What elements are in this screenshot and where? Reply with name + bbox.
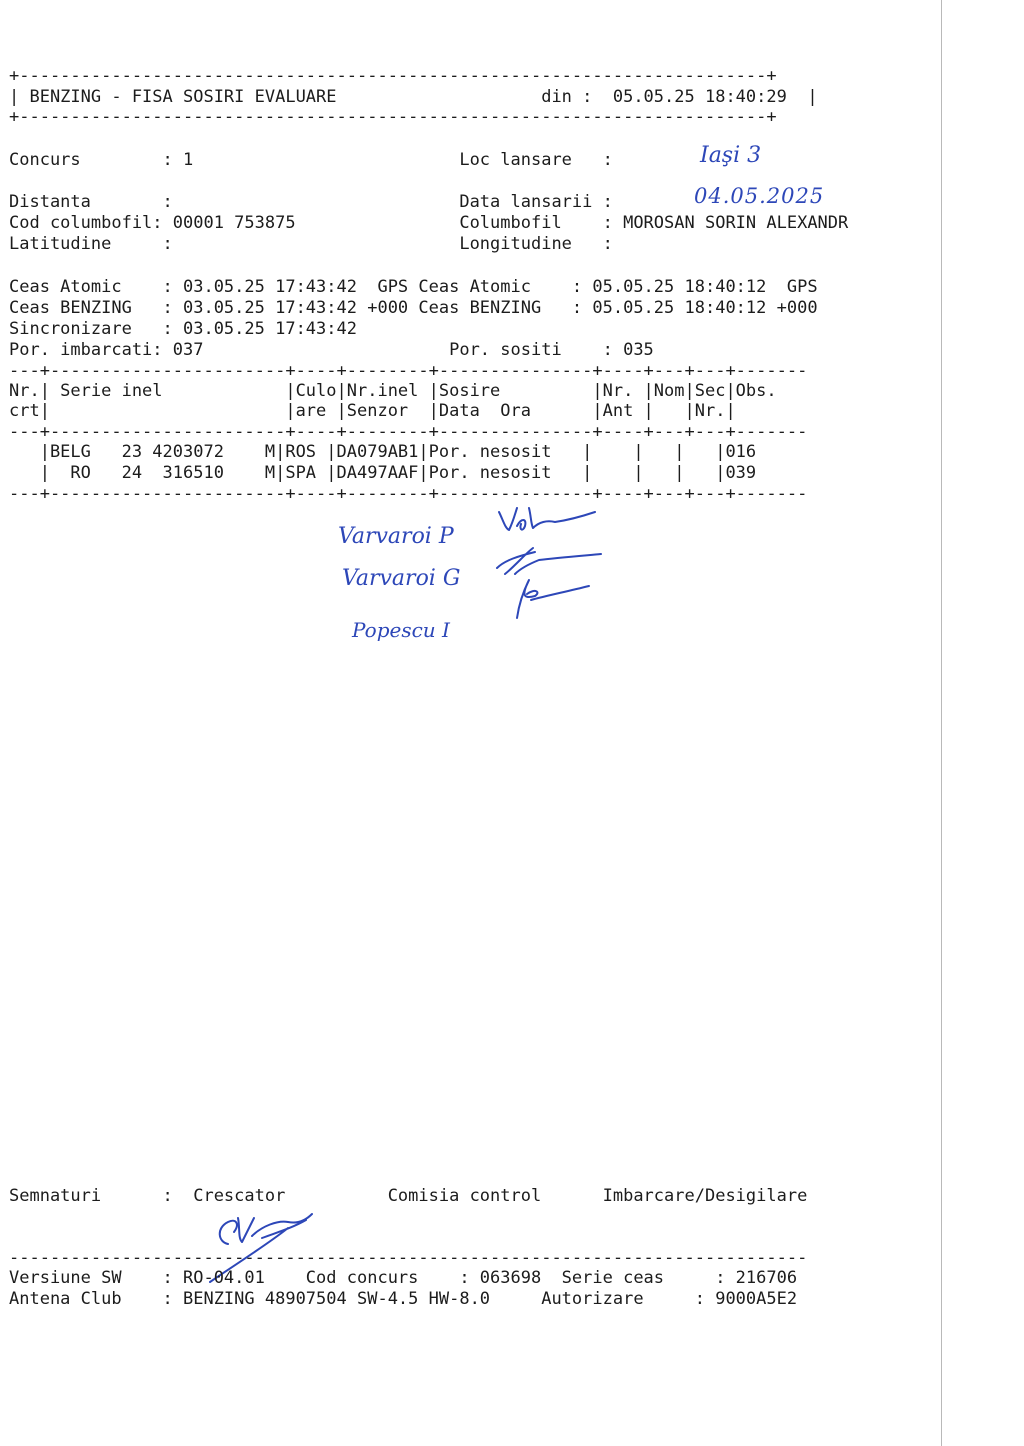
handwritten-name: Varvaroi G xyxy=(342,566,461,591)
info-line-porumbei: Por. imbarcati: 037 Por. sositi : 035 xyxy=(9,340,654,360)
handwritten-name: Popescu I xyxy=(352,618,450,642)
handwritten-initials-drawing xyxy=(495,500,605,620)
footer-divider: ------------------------------------------------------------------------------ xyxy=(9,1248,808,1268)
header-border-top: +-------------------------------------------------------------------------+ xyxy=(9,66,777,86)
handwritten-loc-lansare: Iaşi 3 xyxy=(700,143,762,168)
table-border-bottom: ---+-----------------------+----+--------+---------------+----+---+---+------- xyxy=(9,484,808,504)
info-line-ceas-benzing: Ceas BENZING : 03.05.25 17:43:42 +000 Ceas BENZING : 05.05.25 18:40:12 +000 xyxy=(9,298,818,318)
table-row: | RO 24 316510 M|SPA |DA497AAF|Por. nesosit | | | |039 xyxy=(9,463,757,483)
version-line: Versiune SW : RO-04.01 Cod concurs : 063698 Serie ceas : 216706 xyxy=(9,1268,798,1288)
handwritten-name: Varvaroi P xyxy=(338,524,454,549)
table-row: |BELG 23 4203072 M|ROS |DA079AB1|Por. nesosit | | | |016 xyxy=(9,442,757,462)
info-line-distanta: Distanta : Data lansarii : xyxy=(9,192,613,212)
info-line-sincronizare: Sincronizare : 03.05.25 17:43:42 xyxy=(9,319,357,339)
table-border-top: ---+-----------------------+----+--------+---------------+----+---+---+------- xyxy=(9,361,808,381)
signatures-line: Semnaturi : Crescator Comisia control Imbarcare/Desigilare xyxy=(9,1186,808,1206)
header-title-line: | BENZING - FISA SOSIRI EVALUARE din : 05.05.25 18:40:29 | xyxy=(9,87,818,107)
scan-edge-line xyxy=(941,0,942,1446)
antenna-line: Antena Club : BENZING 48907504 SW-4.5 HW-8.0 Autorizare : 9000A5E2 xyxy=(9,1289,798,1309)
table-header-row-2: crt| |are |Senzor |Data Ora |Ant | |Nr.| xyxy=(9,401,736,421)
info-line-latitudine: Latitudine : Longitudine : xyxy=(9,234,613,254)
table-header-row-1: Nr.| Serie inel |Culo|Nr.inel |Sosire |Nr. |Nom|Sec|Obs. xyxy=(9,381,777,401)
info-line-concurs: Concurs : 1 Loc lansare : xyxy=(9,150,613,170)
info-line-ceas-atomic: Ceas Atomic : 03.05.25 17:43:42 GPS Ceas Atomic : 05.05.25 18:40:12 GPS xyxy=(9,277,818,297)
info-line-cod-columbofil: Cod columbofil: 00001 753875 Columbofil : MOROSAN SORIN ALEXANDR xyxy=(9,213,849,233)
header-border-bottom: +-------------------------------------------------------------------------+ xyxy=(9,107,777,127)
handwritten-data-lansarii: 04.05.2025 xyxy=(694,184,825,208)
table-header-divider: ---+-----------------------+----+--------+---------------+----+---+---+------- xyxy=(9,422,808,442)
